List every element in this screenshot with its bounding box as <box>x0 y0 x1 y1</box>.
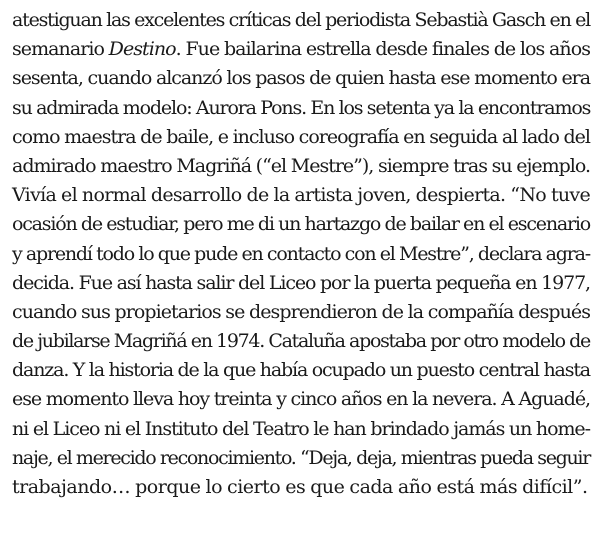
text-segment: danza. Y la historia de la que había ocupado un puesto central hasta <box>12 359 590 382</box>
text-segment: de jubilarse Magriñá en 1974. Cataluña apostaba por otro modelo de <box>12 330 590 353</box>
text-segment: semanario <box>12 38 109 61</box>
text-segment: decida. Fue así hasta salir del Liceo por la puerta pequeña en 1977, <box>12 271 590 294</box>
text-line <box>12 356 590 385</box>
text-line <box>12 64 590 93</box>
text-line <box>12 298 590 327</box>
text-line <box>12 181 590 210</box>
text-segment: naje, el merecido reconocimiento. “Deja, deja, mientras pueda seguir <box>12 446 590 469</box>
text-segment: admirado maestro Magriñá (“el Mestre”), siempre tras su ejemplo. <box>12 154 590 177</box>
publication-name: Destino <box>108 38 176 61</box>
text-line <box>12 94 590 123</box>
text-line <box>12 444 590 473</box>
text-line <box>12 123 590 152</box>
text-line <box>12 6 590 35</box>
text-line <box>12 269 590 298</box>
text-line <box>12 385 590 414</box>
text-segment: Vivía el normal desarrollo de la artista joven, despierta. “No tuve <box>12 184 590 207</box>
text-segment: ocasión de estudiar, pero me di un hartazgo de bailar en el escenario <box>12 213 590 236</box>
text-segment: sesenta, cuando alcanzó los pasos de quien hasta ese momento era <box>12 67 590 90</box>
text-segment: y aprendí todo lo que pude en contacto con el Mestre”, declara agra- <box>12 242 591 265</box>
text-line <box>12 327 590 356</box>
text-segment: como maestra de baile, e incluso coreografía en seguida al lado del <box>12 125 590 148</box>
text-line <box>12 415 590 444</box>
text-segment: cuando sus propietarios se desprendieron de la compañía después <box>12 300 590 323</box>
text-segment: ni el Liceo ni el Instituto del Teatro le han brindado jamás un home- <box>12 417 590 440</box>
article-body <box>12 6 590 502</box>
text-line <box>12 210 590 239</box>
text-line <box>12 473 590 502</box>
text-segment: trabajando… porque lo cierto es que cada año está más difícil”. <box>12 476 588 498</box>
text-line <box>12 152 590 181</box>
text-line <box>12 240 590 269</box>
text-segment: su admirada modelo: Aurora Pons. En los setenta ya la encontramos <box>12 96 591 119</box>
text-line <box>12 35 590 64</box>
text-segment: atestiguan las excelentes críticas del periodista Sebastià Gasch en el <box>12 9 590 31</box>
text-segment: . Fue bailarina estrella desde finales de los años <box>175 38 591 61</box>
text-segment: ese momento lleva hoy treinta y cinco años en la nevera. A Aguadé, <box>12 388 590 411</box>
